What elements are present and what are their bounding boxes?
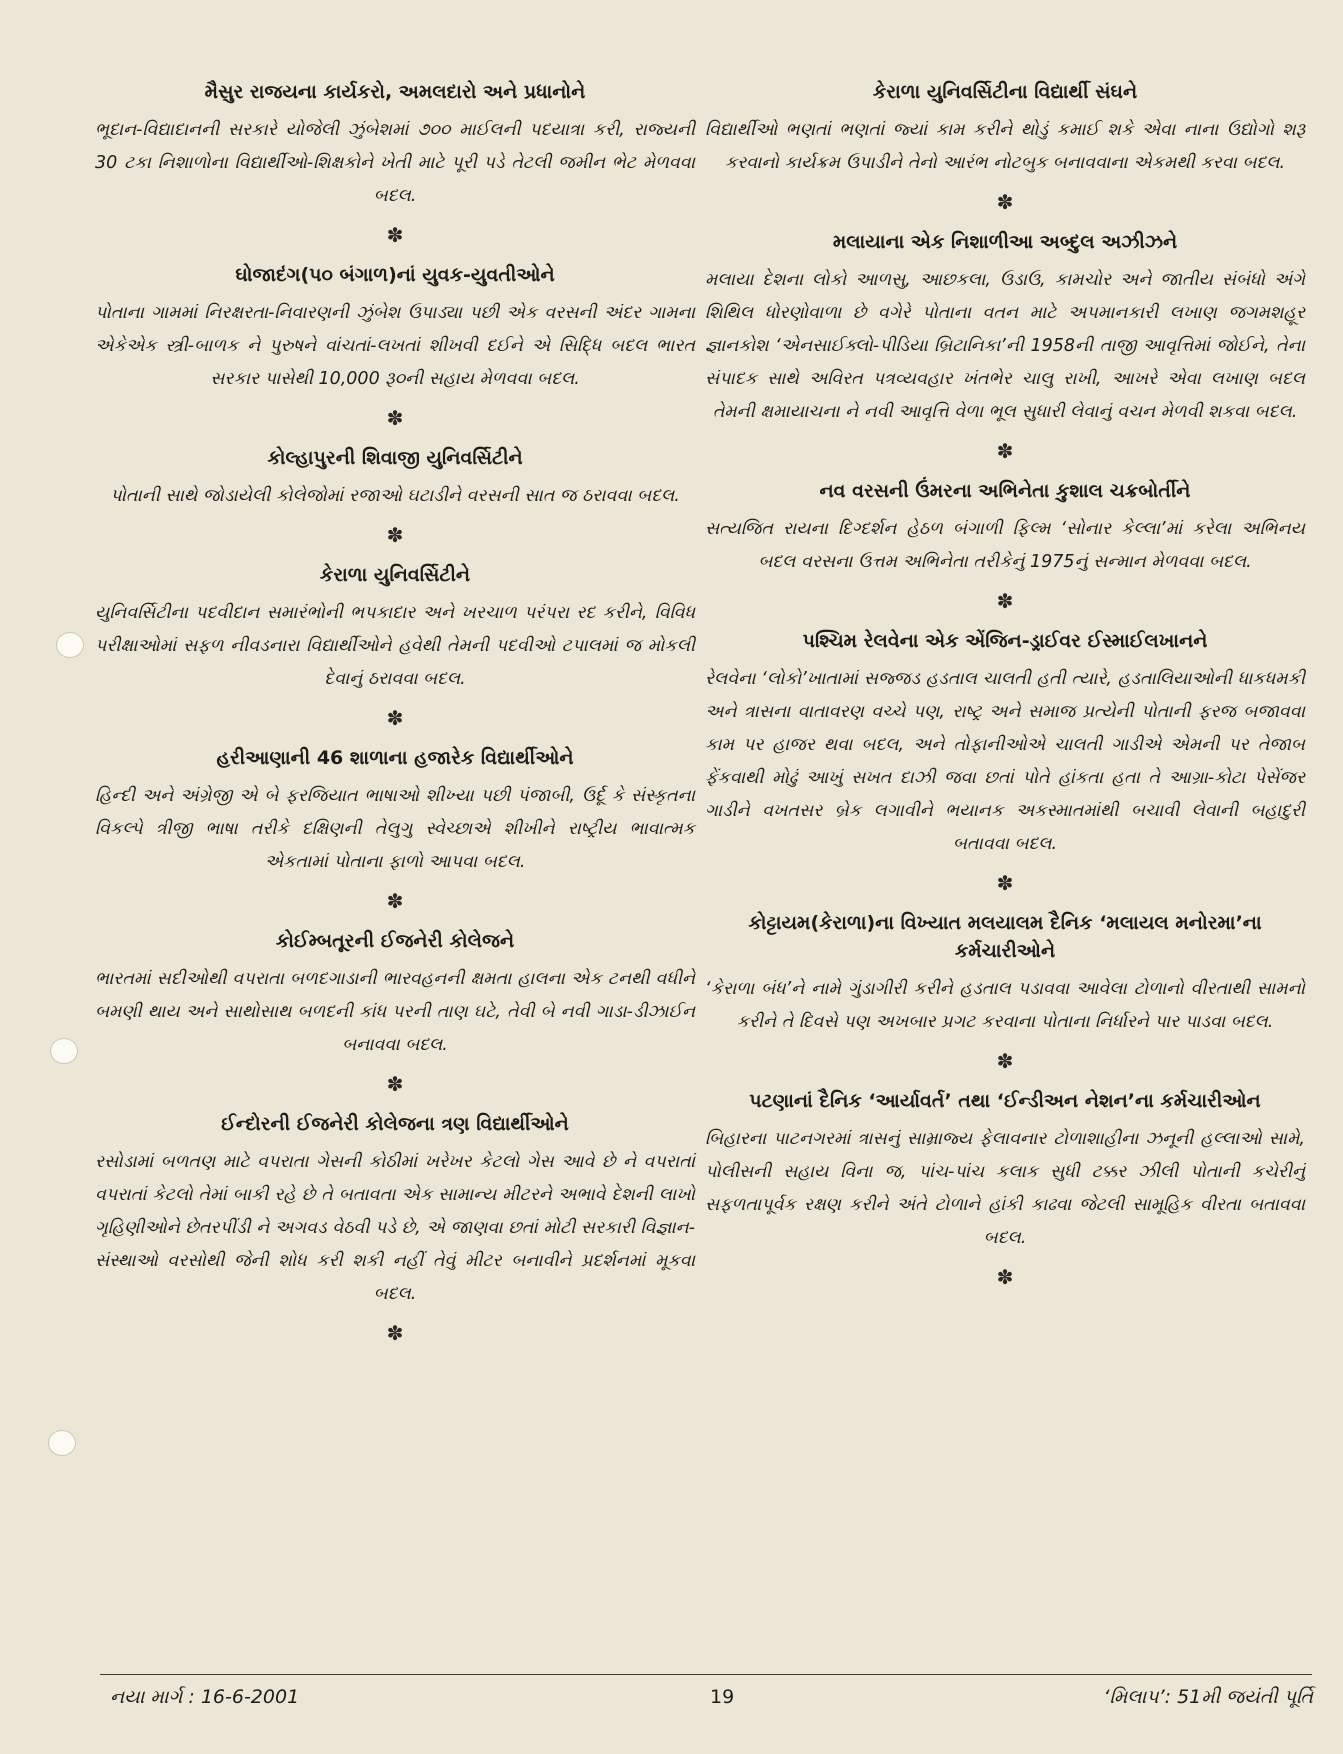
entry-heading: ઘોજાદંગ(પ૦ બંગાળ)નાં યુવક-યુવતીઓને: [235, 264, 555, 286]
entry-body: ‘કેરાળા બંધ’ને નામે ગુંડાગીરી કરીને હડતાલ પડાવવા આવેલા ટોળાનો વીરતાથી સામનો કરીને તે દિવસે પણ અખબાર પ્રગટ કરવાના પોતાના નિર્ધારને પાર પાડવા બદલ.: [705, 979, 1305, 1032]
punch-hole: [48, 1430, 76, 1456]
entry-heading: કોઈમ્બતૂરની ઈજનેરી કોલેજને: [275, 930, 515, 952]
page-number: 19: [710, 1686, 735, 1708]
entry-heading: મલાયાના એક નિશાળીઆ અબ્દુલ અઝીઝને: [832, 231, 1178, 253]
entry-body: પોતાની સાથે જોડાયેલી કોલેજોમાં રજાઓ ઘટાડીને વરસની સાત જ ઠરાવવા બદલ.: [110, 486, 680, 506]
entry-heading: ઈન્દોરની ઈજનેરી કોલેજના ત્રણ વિદ્યાર્થીઓને: [221, 1113, 569, 1135]
award-entry: [705, 1087, 1305, 1287]
flower-separator-icon: ✽: [996, 871, 1014, 895]
flower-separator-icon: ✽: [386, 406, 404, 430]
left-column: [95, 78, 695, 1359]
entry-heading: પશ્ચિમ રેલવેના એક એંજિન-ડ્રાઈવર ઈસ્માઈલખાનને: [802, 630, 1208, 652]
entry-body: બિહારના પાટનગરમાં ત્રાસનું સામ્રાજ્ય ફેલાવનાર ટોળાશાહીના ઝનૂની હલ્લાઓ સામે, પોલીસની સહાય વિના જ, પાંચ-પાંચ કલાક સુધી ટક્કર ઝીલી પોતાની કચેરીનું સફળતાપૂર્વક રક્ષણ કરીને અંતે ટોળાને હાંકી કાઢવા જેટલી સામૂહિક વીરતા બતાવવા બદલ.: [705, 1129, 1305, 1248]
punch-hole: [50, 1038, 78, 1064]
entry-heading: મૈસુર રાજયના કાર્યકરો, અમલદારો અને પ્રધાનોને: [204, 81, 586, 103]
entry-body: પોતાના ગામમાં નિરક્ષરતા-નિવારણની ઝુંબેશ ઉપાડ્યા પછી એક વરસની અંદર ગામના એકેએક સ્ત્રી-બાળક ને પુરુષને વાંચતાં-લખતાં શીખવી દઈને એ સિદ્ધિ બદલ ભારત સરકાર પાસેથી 10,000 રૂ૦ની સહાય મેળવવા બદલ.: [95, 303, 695, 389]
entry-body: રસોડામાં બળતણ માટે વપરાતા ગેસની કોઠીમાં ખરેખર કેટલો ગેસ આવે છે ને વપરાતાં વપરાતાં કેટલો તેમાં બાકી રહે છે તે બતાવતા એક સામાન્ય મીટરને અભાવે દેશની લાખો ગૃહિણીઓને છેતરપીંડી ને અગવડ વેઠવી પડે છે, એ જાણવા છતાં મોટી સરકારી વિજ્ઞાન-સંસ્થાઓ વરસોથી જેની શોધ કરી શકી નહીં તેવું મીટર બનાવીને પ્રદર્શનમાં મૂકવા બદલ.: [95, 1152, 695, 1304]
entry-body: યુનિવર્સિટીના પદવીદાન સમારંભોની ભપકાદાર અને ખરચાળ પરંપરા રદ કરીને, વિવિધ પરીક્ષાઓમાં સફળ નીવડનારા વિદ્યાર્થીઓને હવેથી તેમની પદવીઓ ટપાલમાં જ મોકલી દેવાનું ઠરાવવા બદલ.: [95, 603, 695, 689]
entry-body: હિન્દી અને અંગ્રેજી એ બે ફરજિયાત ભાષાઓ શીખ્યા પછી પંજાબી, ઉર્દૂ કે સંસ્કૃતના વિકલ્પે ત્રીજી ભાષા તરીકે દક્ષિણની તેલુગુ સ્વેચ્છાએ શીખીને રાષ્ટ્રીય ભાવાત્મક એકતામાં પોતાના ફાળો આપવા બદલ.: [95, 786, 695, 872]
entry-heading: પટણાનાં દૈનિક ‘આર્યાવર્ત’ તથા ‘ઈન્ડીઅન નેશન’ના કર્મચારીઓન: [749, 1090, 1261, 1112]
flower-separator-icon: ✽: [996, 439, 1014, 463]
award-entry: [95, 1110, 695, 1343]
flower-separator-icon: ✽: [386, 523, 404, 547]
entry-heading: કોટ્ટાયમ(કેરાળા)ના વિખ્યાત મલયાલમ દૈનિક ‘મલાયલ મનોરમા’ના કર્મચારીઓને: [748, 912, 1262, 962]
entry-body: મલાયા દેશના લોકો આળસુ, આછકલા, ઉડાઉ, કામચોર અને જાતીય સંબંધો અંગે શિથિલ ધોરણોવાળા છે વગેરે પોતાના વતન માટે અપમાનકારી લખાણ જગમશહૂર જ્ઞાનકોશ ‘એનસાઈક્લો-પીડિયા બ્રિટાનિકા’ની 1958ની તાજી આવૃત્તિમાં જોઈને, તેના સંપાદક સાથે અવિરત પત્રવ્યવહાર ખંતભેર ચાલુ રાખી, આખરે એવા લખાણ બદલ તેમની ક્ષમાયાચના ને નવી આવૃત્તિ વેળા ભૂલ સુધારી લેવાનું વચન મેળવી શકવા બદલ.: [705, 270, 1305, 422]
award-entry: [705, 78, 1305, 212]
award-entry: [95, 261, 695, 428]
entry-heading: કેરાળા યુનિવર્સિટીને: [319, 564, 471, 586]
flower-separator-icon: ✽: [386, 706, 404, 730]
entry-body: સત્યજિત રાયના દિગ્દર્શન હેઠળ બંગાળી ફિલ્મ ‘સોનાર કેલ્લા’માં કરેલા અભિનય બદલ વરસના ઉત્તમ અભિનેતા તરીકેનું 1975નું સન્માન મેળવવા બદલ.: [705, 519, 1305, 572]
entry-body: રેલવેના ‘લોકો’ખાતામાં સજ્જડ હડતાલ ચાલતી હતી ત્યારે, હડતાલિયાઓની ધાકધમકી અને ત્રાસના વાતાવરણ વચ્ચે પણ, રાષ્ટ્ર અને સમાજ પ્રત્યેની પોતાની ફરજ બજાવવા કામ પર હાજર થવા બદલ, અને તોફાનીઓએ ચાલતી ગાડીએ એમની પર તેજાબ ફેંકવાથી મોઢું આખું સખત દાઝી જવા છતાં પોતે હાંકતા હતા તે આગ્રા-કોટા પેસેંજર ગાડીને વખતસર બ્રેક લગાવીને ભયાનક અકસ્માતમાંથી બચાવી લેવાની બહાદુરી બતાવવા બદલ.: [705, 669, 1305, 854]
award-entry: [95, 561, 695, 728]
entry-heading: કેરાળા યુનિવર્સિટીના વિદ્યાર્થી સંઘને: [872, 81, 1138, 103]
footer-supplement: ‘મિલાપ’: 51મી જયંતી પૂર્તિ: [1103, 1686, 1313, 1708]
flower-separator-icon: ✽: [386, 889, 404, 913]
flower-separator-icon: ✽: [996, 1049, 1014, 1073]
flower-separator-icon: ✽: [996, 589, 1014, 613]
flower-separator-icon: ✽: [386, 1321, 404, 1345]
punch-hole: [56, 632, 84, 658]
entry-heading: હરીઆણાની 46 શાળાના હજારેક વિદ્યાર્થીઓને: [216, 747, 574, 769]
award-entry: [705, 909, 1305, 1071]
award-entry: [95, 444, 695, 545]
right-column: [705, 78, 1305, 1303]
award-entry: [95, 744, 695, 911]
entry-body: વિદ્યાર્થીઓ ભણતાં ભણતાં જ્યાં કામ કરીને થોડું કમાઈ શકે એવા નાના ઉદ્યોગો શરૂ કરવાનો કાર્યક્રમ ઉપાડીને તેનો આરંભ નોટબુક બનાવવાના એકમથી કરવા બદલ.: [705, 120, 1305, 173]
flower-separator-icon: ✽: [996, 190, 1014, 214]
flower-separator-icon: ✽: [996, 1265, 1014, 1289]
entry-body: ભૂદાન-વિદ્યાદાનની સરકારે યોજેલી ઝુંબેશમાં ૭૦૦ માઈલની પદયાત્રા કરી, રાજ્યની 30 ટકા નિશાળોના વિદ્યાર્થીઓ-શિક્ષકોને ખેતી માટે પૂરી પડે તેટલી જમીન ભેટ મેળવવા બદલ.: [95, 120, 695, 206]
award-entry: [95, 927, 695, 1094]
award-entry: [705, 477, 1305, 611]
entry-heading: નવ વરસની ઉંમરના અભિનેતા કુશાલ ચક્રબોર્તીને: [819, 480, 1191, 502]
entry-body: ભારતમાં સદીઓથી વપરાતા બળદગાડાની ભારવહનની ક્ષમતા હાલના એક ટનથી વધીને બમણી થાય અને સાથોસાથ બળદની કાંધ પરની તાણ ઘટે, તેવી બે નવી ગાડા-ડીઝાઈન બનાવવા બદલ.: [95, 969, 695, 1055]
footer-rule: [100, 1674, 1312, 1675]
flower-separator-icon: ✽: [386, 223, 404, 247]
footer-publication: નયા માર્ગ : 16-6-2001: [110, 1686, 300, 1708]
award-entry: [705, 627, 1305, 893]
award-entry: [705, 228, 1305, 461]
award-entry: [95, 78, 695, 245]
flower-separator-icon: ✽: [386, 1072, 404, 1096]
entry-heading: કોલ્હાપુરની શિવાજી યુનિવર્સિટીને: [267, 447, 523, 469]
